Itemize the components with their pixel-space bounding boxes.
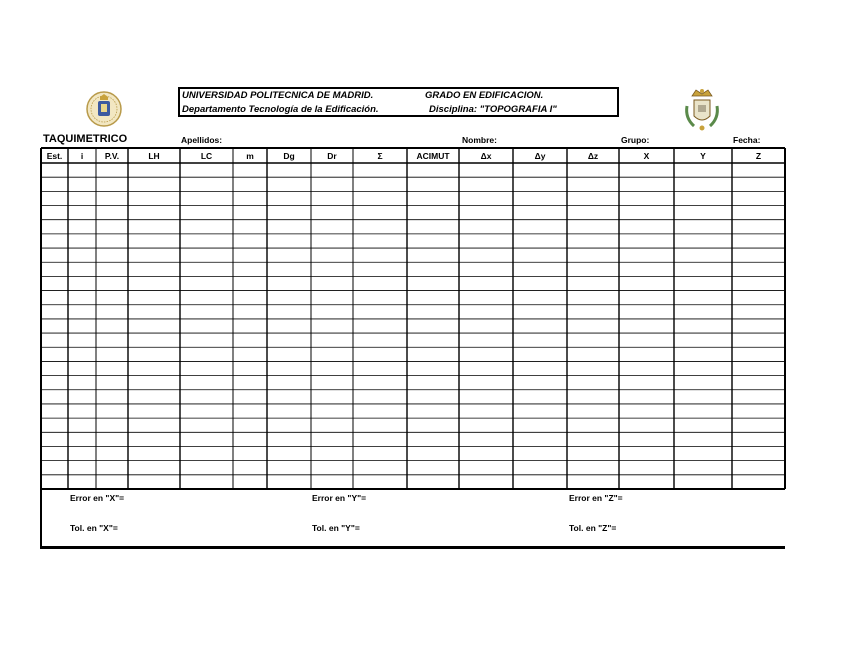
column-header: ACIMUT — [416, 151, 450, 161]
error-tolerance-area — [40, 489, 785, 549]
date-label: Fecha: — [733, 135, 761, 145]
tolerance-z-label: Tol. en "Z"= — [569, 523, 617, 533]
tolerance-y-label: Tol. en "Y"= — [312, 523, 360, 533]
column-header: LC — [200, 151, 213, 161]
department-name: Departamento Tecnología de la Edificación. — [182, 104, 379, 115]
column-header: m — [246, 151, 254, 161]
column-header: LH — [148, 151, 160, 161]
column-header: Δx — [480, 151, 492, 161]
discipline-name: Disciplina: "TOPOGRAFIA I" — [429, 104, 557, 115]
error-y-label: Error en "Y"= — [312, 493, 367, 503]
surname-label: Apellidos: — [181, 135, 223, 145]
column-header: Δz — [587, 151, 599, 161]
column-header: Dg — [283, 151, 295, 161]
form-title: TAQUIMETRICO — [43, 133, 128, 145]
tolerance-x-label: Tol. en "X"= — [70, 523, 118, 533]
column-header: Σ — [377, 151, 383, 161]
column-header: Est. — [46, 151, 63, 161]
group-label: Grupo: — [621, 135, 650, 145]
column-header: X — [643, 151, 650, 161]
title-box — [178, 87, 619, 117]
column-header: P.V. — [104, 151, 120, 161]
data-table — [40, 147, 786, 491]
column-header: Δy — [534, 151, 546, 161]
degree-name: GRADO EN EDIFICACION. — [425, 90, 544, 101]
column-header: Dr — [327, 151, 337, 161]
name-label: Nombre: — [462, 135, 497, 145]
error-x-label: Error en "X"= — [70, 493, 125, 503]
column-header: Y — [700, 151, 706, 161]
error-z-label: Error en "Z"= — [569, 493, 623, 503]
upm-seal-logo — [84, 90, 124, 128]
crest-logo — [682, 86, 722, 132]
university-name: UNIVERSIDAD POLITECNICA DE MADRID. — [182, 90, 374, 101]
column-header: i — [80, 151, 84, 161]
column-header: Z — [755, 151, 762, 161]
